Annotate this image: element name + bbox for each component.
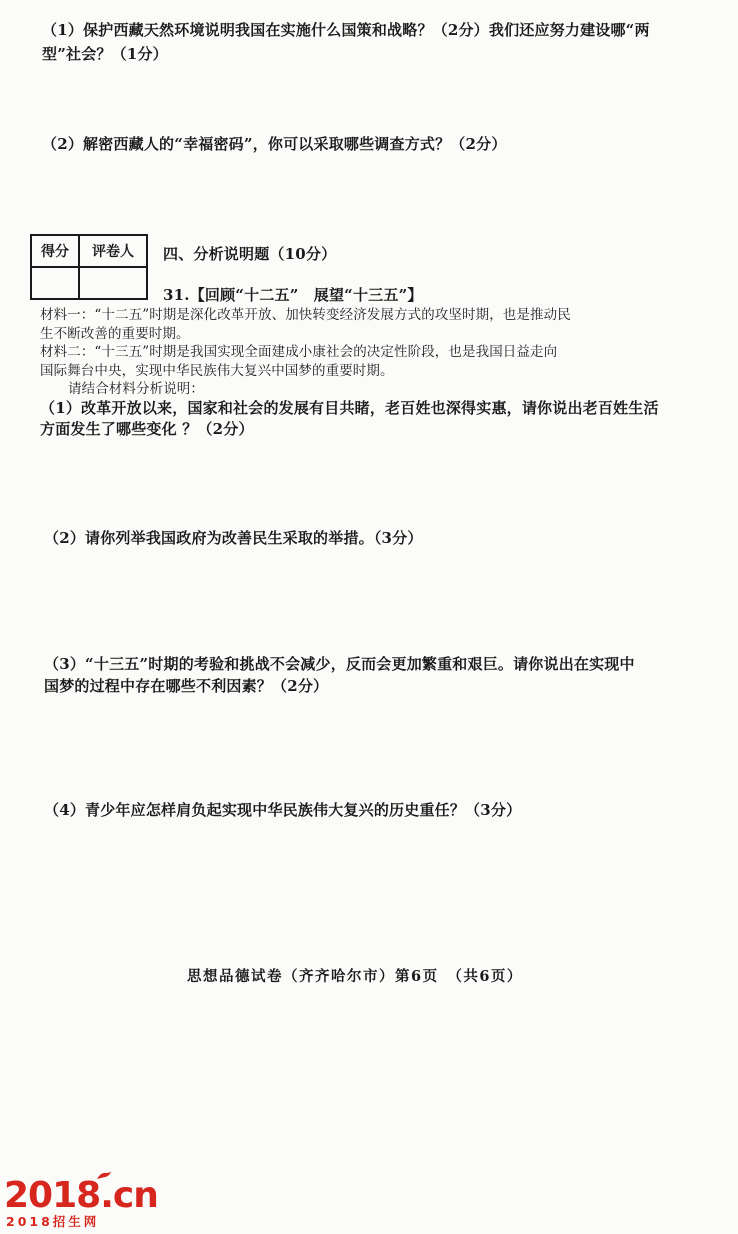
material-2-line-1: 材料二：“十三五”时期是我国实现全面建成小康社会的决定性阶段，也是我国日益走向 xyxy=(40,344,558,360)
instruction: 请结合材料分析说明： xyxy=(68,381,204,397)
sub-question-1-line-1: （1）改革开放以来，国家和社会的发展有目共睹，老百姓也深得实惠，请你说出老百姓生活 xyxy=(40,399,659,417)
question-1-line-1: （1）保护西藏天然环境说明我国在实施什么国策和战略？（2分）我们还应努力建设哪“两 xyxy=(42,21,650,39)
sub-question-1-line-2: 方面发生了哪些变化 ？（2分） xyxy=(40,420,254,438)
grader-cell xyxy=(79,267,147,299)
sub-question-2: （2）请你列举我国政府为改善民生采取的举措。（3分） xyxy=(44,529,423,547)
grader-header: 评卷人 xyxy=(79,235,147,267)
score-table xyxy=(30,234,148,300)
score-header: 得分 xyxy=(31,235,79,267)
question-31-title: 31.【回顾“十二五” 展望“十三五”】 xyxy=(163,286,423,304)
material-1-line-2: 生不断改善的重要时期。 xyxy=(40,326,190,342)
sub-question-3-line-1: （3）“十三五”时期的考验和挑战不会减少，反而会更加繁重和艰巨。请你说出在实现中 xyxy=(44,655,635,673)
material-1-line-1: 材料一：“十二五”时期是深化改革开放、加快转变经济发展方式的攻坚时期，也是推动民 xyxy=(40,307,571,323)
question-1-line-2: 型”社会？（1分） xyxy=(42,45,168,63)
score-cell xyxy=(31,267,79,299)
section-title: 四、分析说明题（10分） xyxy=(163,245,337,263)
sub-question-4: （4）青少年应怎样肩负起实现中华民族伟大复兴的历史重任？（3分） xyxy=(44,801,522,819)
question-2: （2）解密西藏人的“幸福密码”，你可以采取哪些调查方式？（2分） xyxy=(42,135,507,153)
watermark-logo xyxy=(4,1175,158,1232)
material-2-line-2: 国际舞台中央，实现中华民族伟大复兴中国梦的重要时期。 xyxy=(40,363,394,379)
watermark-main-text: 2018.cn xyxy=(4,1175,158,1216)
page-footer: 思想品德试卷（齐齐哈尔市）第6页 （共6页） xyxy=(187,968,523,985)
watermark-sub-text: 2018招生网 xyxy=(6,1214,100,1229)
sub-question-3-line-2: 国梦的过程中存在哪些不利因素？（2分） xyxy=(44,677,329,695)
